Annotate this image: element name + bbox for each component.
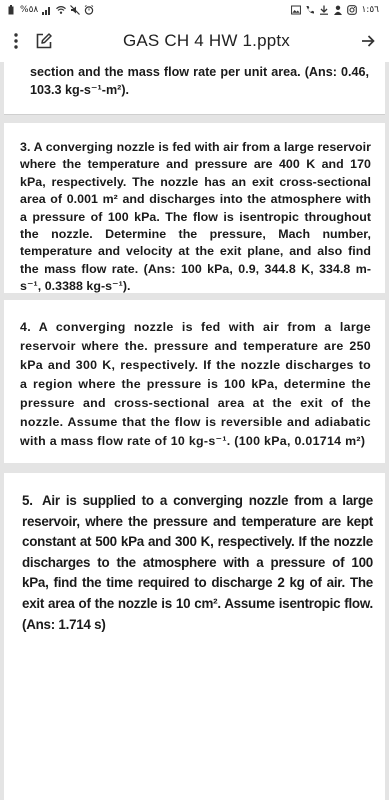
slide-page-4 bbox=[4, 473, 385, 800]
more-vert-icon bbox=[14, 33, 18, 49]
phone-icon bbox=[305, 5, 315, 15]
problem-4-text: 4. A converging nozzle is fed with air from a large reservoir where the. pressure and temperature are 250 kPa and 300 K, respectively. If the nozzle discharges to a region where the pressure is 100 kPa, determine the pressure and cross-sectional area at the exit of the nozzle. Assume that the flow is reversible and adiabatic with a mass flow rate of 10 kg-s⁻¹. (100 kPa, 0.01714 m²) bbox=[20, 320, 371, 448]
share-icon bbox=[361, 34, 375, 48]
problem-3-text: 3. A converging nozzle is fed with air from a large reservoir where the temperature and pressure are 400 K and 170 kPa, respectively. The nozzle has an exit cross-sectional area of 0.001 m² and discharges into the atmosphere with a pressure of 100 kPa. The flow is isentropic throughout the nozzle. Determine the pressure, Mach number, temperature and velocity at the exit plane, and also find the mass flow rate. (Ans: 100 kPa, 0.9, 344.8 K, 334.8 m-s⁻¹, 0.3388 kg-s⁻¹). bbox=[20, 140, 371, 294]
instagram-icon bbox=[347, 5, 357, 15]
battery-icon bbox=[6, 5, 16, 15]
slide-page-2 bbox=[4, 123, 385, 293]
slide-1-text: section and the mass flow rate per unit area. (Ans: 0.46, 103.3 kg-s⁻¹-m²). bbox=[30, 65, 369, 97]
download-icon bbox=[319, 5, 329, 15]
more-options-button[interactable] bbox=[8, 27, 24, 55]
edit-button[interactable] bbox=[32, 27, 56, 55]
share-button[interactable] bbox=[357, 27, 379, 55]
signal-icon bbox=[42, 5, 52, 15]
alarm-icon bbox=[84, 5, 94, 15]
battery-percent: %٥٨ bbox=[20, 5, 39, 15]
image-icon bbox=[291, 5, 301, 15]
person-icon bbox=[333, 5, 343, 15]
problem-5-number: 5. bbox=[22, 493, 33, 508]
status-right bbox=[291, 5, 379, 15]
mute-icon bbox=[70, 5, 80, 15]
app-bar bbox=[0, 20, 389, 62]
document-viewer[interactable] bbox=[0, 62, 389, 800]
status-left bbox=[6, 5, 94, 15]
wifi-icon bbox=[56, 5, 66, 15]
problem-5-text: Air is supplied to a converging nozzle from a large reservoir, where the pressure and temperature are kept constant at 500 kPa and 300 K, respectively. If the nozzle discharges to the atmosphere with a pressure of 100 kPa, find the time required to discharge 2 kg of air. The exit area of the nozzle is 10 cm². Assume isentropic flow. (Ans: 1.714 s) bbox=[22, 493, 373, 632]
slide-page-3 bbox=[4, 300, 385, 463]
document-title: GAS CH 4 HW 1.pptx bbox=[122, 31, 291, 50]
problem-5-paragraph bbox=[22, 491, 373, 635]
clock: ١:٥٦ bbox=[361, 5, 379, 15]
edit-icon bbox=[36, 33, 52, 49]
slide-page-1 bbox=[4, 62, 385, 115]
status-bar bbox=[0, 0, 389, 20]
